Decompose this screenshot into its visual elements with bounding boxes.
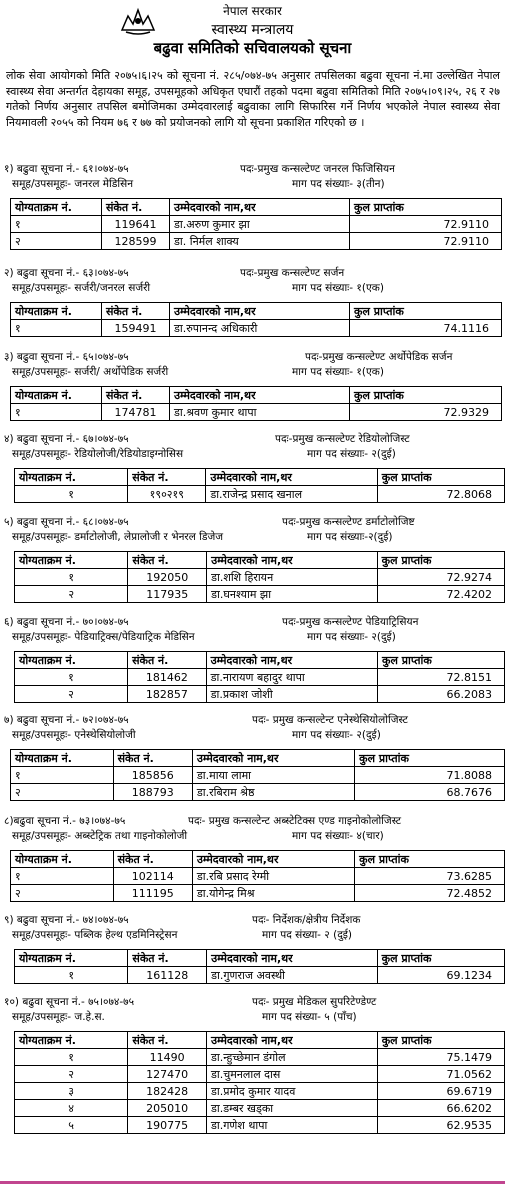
cell-rank: २: [11, 784, 114, 801]
column-header: उम्मेदवारको नाम,थर: [206, 469, 377, 486]
table-header-row: [15, 552, 505, 569]
cell-name: डा.चुमनलाल दास: [207, 1066, 378, 1083]
post-title: पदः- प्रमुख कन्सल्टेन्ट एनेस्थेसियोलोजिस्ट: [252, 714, 408, 726]
column-header: संकेत नं.: [128, 552, 207, 569]
cell-rank: २: [11, 233, 102, 250]
column-header: योग्यताक्रम नं.: [11, 199, 102, 216]
cell-name: डा.घनश्याम झा: [207, 586, 378, 603]
group-subgroup: समूह/उपसमूहः- ज.हे.स.: [12, 1011, 105, 1023]
cell-code: 11490: [128, 1049, 207, 1066]
column-header: उम्मेदवारको नाम,थर: [207, 552, 378, 569]
demand-count: माग पद संख्याः- २(दुई): [307, 631, 396, 643]
bottom-divider: [0, 1181, 505, 1184]
group-subgroup: समूह/उपसमूहः- जनरल मेडिसिन: [12, 178, 134, 190]
notice-number: ३) बढुवा सूचना नं.- ६५।०७४-७५: [4, 351, 129, 363]
group-subgroup: समूह/उपसमूहः- एनेस्थेसियोलोजी: [12, 729, 136, 741]
cell-rank: १: [15, 486, 128, 503]
cell-score: 72.9110: [350, 216, 502, 233]
group-subgroup: समूह/उपसमूहः- पेडियाट्रिक्स/पेडियाट्रिक मेडिसिन: [12, 631, 195, 643]
table-header-row: [11, 387, 502, 404]
column-header: उम्मेदवारको नाम,थर: [170, 199, 350, 216]
cell-score: 72.8068: [377, 486, 504, 503]
table-row: [11, 216, 502, 233]
cell-score: 71.0562: [377, 1066, 504, 1083]
column-header: उम्मेदवारको नाम,थर: [192, 851, 354, 868]
column-header: कुल प्राप्तांक: [377, 1032, 504, 1049]
cell-rank: ३: [15, 1083, 128, 1100]
column-header: योग्यताक्रम नं.: [11, 303, 102, 320]
cell-score: 71.8088: [355, 767, 505, 784]
cell-code: 192050: [128, 569, 207, 586]
cell-code: 161128: [128, 967, 207, 984]
cell-rank: १: [15, 1049, 128, 1066]
post-title: पदः-प्रमुख कन्सल्टेण्ट रेडियोलोजिस्ट: [275, 433, 410, 445]
cell-score: 72.4852: [355, 885, 505, 902]
post-title: पदः-प्रमुख कन्सल्टेण्ट अर्थोपेडिक सर्जन: [305, 351, 453, 363]
column-header: उम्मेदवारको नाम,थर: [192, 750, 354, 767]
table-row: [11, 320, 502, 337]
post-title: पदः-प्रमुख कन्सल्टेण्ट सर्जन: [240, 267, 345, 279]
table-row: [15, 1083, 505, 1100]
table-row: [15, 586, 505, 603]
cell-score: 66.6202: [377, 1100, 504, 1117]
column-header: कुल प्राप्तांक: [378, 652, 505, 669]
cell-code: 128599: [102, 233, 170, 250]
cell-name: डा.श्रवण कुमार थापा: [170, 404, 350, 421]
column-header: संकेत नं.: [128, 652, 207, 669]
column-header: योग्यताक्रम नं.: [15, 552, 128, 569]
column-header: संकेत नं.: [102, 303, 170, 320]
cell-code: 119641: [102, 216, 170, 233]
demand-count: माग पद संख्या- ५ (पाँच): [262, 1011, 357, 1023]
table-row: [15, 1117, 505, 1134]
cell-name: डा.योगेन्द्र मिश्र: [192, 885, 354, 902]
cell-rank: १: [15, 569, 128, 586]
column-header: कुल प्राप्तांक: [355, 750, 505, 767]
column-header: कुल प्राप्तांक: [377, 552, 504, 569]
cell-name: डा.प्रकाश जोशी: [206, 686, 377, 703]
candidate-table: [10, 850, 505, 902]
group-subgroup: समूह/उपसमूहः- रेडियोलोजी/रेडियोडाइग्नोसिस: [12, 448, 184, 460]
cell-code: 182428: [128, 1083, 207, 1100]
cell-rank: ४: [15, 1100, 128, 1117]
cell-code: 182857: [128, 686, 207, 703]
notice-number: ४) बढुवा सूचना नं.- ६७।०७४-७५: [4, 433, 129, 445]
notice-number: २) बढुवा सूचना नं.- ६३।०७४-७५: [4, 267, 129, 279]
cell-name: डा.न्हुच्छेमान डंगोल: [207, 1049, 378, 1066]
post-title: पदः-प्रमुख कन्सल्टेण्ट डर्माटोलोजिष्ट: [282, 516, 415, 528]
column-header: संकेत नं.: [128, 469, 206, 486]
notice-number: ६) बढुवा सूचना नं.- ७०।०७४-७५: [4, 616, 129, 628]
demand-count: माग पद संख्याः- १(एक): [292, 282, 384, 294]
demand-count: माग पद संख्याः- २(दुई): [307, 448, 396, 460]
cell-name: डा.माया लामा: [192, 767, 354, 784]
column-header: संकेत नं.: [113, 750, 192, 767]
column-header: योग्यताक्रम नं.: [15, 950, 128, 967]
demand-count: माग पद संख्याः- १(एक): [292, 366, 384, 378]
cell-name: डा.शशि हिरायन: [207, 569, 378, 586]
column-header: योग्यताक्रम नं.: [11, 851, 114, 868]
table-row: [15, 569, 505, 586]
table-row: [11, 233, 502, 250]
table-row: [11, 868, 505, 885]
demand-count: माग पद संख्याः- ३(तीन): [292, 178, 385, 190]
cell-rank: २: [15, 1066, 128, 1083]
cell-name: डा.अरुण कुमार झा: [170, 216, 350, 233]
group-subgroup: समूह/उपसमूहः- सर्जरी/ अर्थोपेडिक सर्जरी: [12, 366, 169, 378]
column-header: योग्यताक्रम नं.: [15, 469, 128, 486]
notice-number: १०) बढुवा सूचना नं.- ७५।०७४-७५: [4, 996, 135, 1008]
cell-code: १९०२१९: [128, 486, 206, 503]
table-header-row: [15, 950, 505, 967]
cell-code: 205010: [128, 1100, 207, 1117]
notice-number: ८)बढुवा सूचना नं.- ७३।०७४-७५: [4, 815, 126, 827]
table-row: [15, 1049, 505, 1066]
column-header: कुल प्राप्तांक: [355, 851, 505, 868]
post-title: पदः- प्रमुख मेडिकल सुपरिटेण्डेण्ट: [252, 996, 377, 1008]
table-row: [11, 885, 505, 902]
cell-name: डा.रुपानन्द अधिकारी: [170, 320, 350, 337]
cell-code: 127470: [128, 1066, 207, 1083]
candidate-table: [10, 749, 505, 801]
candidate-table: [14, 949, 505, 984]
cell-name: डा.गुणराज अवस्थी: [207, 967, 378, 984]
cell-score: 75.1479: [377, 1049, 504, 1066]
cell-code: 102114: [113, 868, 192, 885]
cell-name: डा.राजेन्द्र प्रसाद खनाल: [206, 486, 377, 503]
cell-code: 159491: [102, 320, 170, 337]
cell-name: डा.नारायण बहादुर थापा: [206, 669, 377, 686]
notice-number: ९) बढुवा सूचना नं.- ७४।०७४-७५: [4, 914, 129, 926]
cell-name: डा.रबिराम श्रेष्ठ: [192, 784, 354, 801]
ministry-name: स्वास्थ्य मन्त्रालय: [211, 22, 294, 38]
column-header: उम्मेदवारको नाम,थर: [206, 652, 377, 669]
demand-count: माग पद संख्या- २ (दुई): [262, 929, 353, 941]
table-header-row: [11, 750, 505, 767]
cell-code: 188793: [113, 784, 192, 801]
table-row: [15, 686, 505, 703]
candidate-table: [14, 1031, 505, 1134]
cell-score: 72.9274: [377, 569, 504, 586]
notice-number: ५) बढुवा सूचना नं.- ६८।०७४-७५: [4, 516, 129, 528]
table-header-row: [15, 652, 505, 669]
cell-score: 62.9535: [377, 1117, 504, 1134]
cell-score: 72.8151: [378, 669, 505, 686]
org-name: नेपाल सरकार: [223, 4, 282, 18]
demand-count: माग पद संख्याः- ४(चार): [292, 830, 384, 842]
cell-name: डा.प्रमोद कुमार यादव: [207, 1083, 378, 1100]
cell-rank: २: [15, 586, 128, 603]
cell-score: 66.2083: [378, 686, 505, 703]
cell-score: 72.9329: [350, 404, 502, 421]
group-subgroup: समूह/उपसमूहः- सर्जरी/जनरल सर्जरी: [12, 282, 151, 294]
cell-code: 181462: [128, 669, 207, 686]
cell-score: 73.6285: [355, 868, 505, 885]
cell-rank: ५: [15, 1117, 128, 1134]
table-row: [15, 967, 505, 984]
table-header-row: [11, 199, 502, 216]
table-row: [15, 669, 505, 686]
column-header: संकेत नं.: [128, 950, 207, 967]
notice-title: बढुवा समितिको सचिवालयको सूचना: [153, 39, 352, 57]
post-title: पदः-प्रमुख कन्सल्टेण्ट जनरल फिजिसियन: [240, 163, 395, 175]
cell-score: 69.1234: [377, 967, 504, 984]
column-header: उम्मेदवारको नाम,थर: [170, 303, 350, 320]
column-header: कुल प्राप्तांक: [350, 199, 502, 216]
column-header: संकेत नं.: [102, 199, 170, 216]
table-row: [11, 404, 502, 421]
group-subgroup: समूह/उपसमूहः- डर्माटोलोजी, लेप्रालोजी र भेनरल डिजेज: [12, 531, 224, 543]
column-header: योग्यताक्रम नं.: [15, 1032, 128, 1049]
candidate-table: [10, 386, 502, 421]
table-header-row: [11, 303, 502, 320]
column-header: कुल प्राप्तांक: [377, 469, 504, 486]
cell-score: 69.6719: [377, 1083, 504, 1100]
cell-name: डा. निर्मल शाक्य: [170, 233, 350, 250]
column-header: उम्मेदवारको नाम,थर: [207, 950, 378, 967]
cell-rank: १: [11, 868, 114, 885]
table-row: [11, 767, 505, 784]
table-header-row: [15, 1032, 505, 1049]
cell-rank: २: [11, 885, 114, 902]
cell-rank: २: [15, 686, 128, 703]
cell-code: 190775: [128, 1117, 207, 1134]
post-title: पदः-प्रमुख कन्सल्टेण्ट पेडियाट्रिसियन: [282, 616, 419, 628]
cell-score: 68.7676: [355, 784, 505, 801]
column-header: कुल प्राप्तांक: [350, 303, 502, 320]
candidate-table: [10, 302, 502, 337]
group-subgroup: समूह/उपसमूहः- पब्लिक हेल्थ एडमिनिस्ट्रेसन: [12, 929, 178, 941]
post-title: पदः- निर्देशक/क्षेत्रीय निर्देशक: [252, 914, 361, 926]
column-header: संकेत नं.: [128, 1032, 207, 1049]
notice-number: ७) बढुवा सूचना नं.- ७२।०७४-७५: [4, 714, 129, 726]
column-header: कुल प्राप्तांक: [350, 387, 502, 404]
cell-code: 174781: [102, 404, 170, 421]
cell-score: 72.9110: [350, 233, 502, 250]
cell-rank: १: [15, 669, 128, 686]
column-header: कुल प्राप्तांक: [377, 950, 504, 967]
post-title: पदः- प्रमुख कन्सल्टेन्ट अब्स्टेटिक्स एण्ड गाइनोकोलोजिस्ट: [188, 815, 402, 827]
cell-code: 111195: [113, 885, 192, 902]
demand-count: माग पद संख्याः-२(दुई): [307, 531, 393, 543]
cell-name: डा.रबि प्रसाद रेग्मी: [192, 868, 354, 885]
group-subgroup: समूह/उपसमूहः- अब्स्टेट्रिक तथा गाइनोकोलोजी: [12, 830, 188, 842]
table-row: [11, 784, 505, 801]
demand-count: माग पद संख्याः- २(दुई): [292, 729, 381, 741]
table-row: [15, 486, 505, 503]
cell-code: 117935: [128, 586, 207, 603]
notice-number: १) बढुवा सूचना नं.- ६१।०७४-७५: [4, 163, 129, 175]
candidate-table: [14, 651, 505, 703]
candidate-table: [14, 468, 505, 503]
cell-code: 185856: [113, 767, 192, 784]
table-header-row: [11, 851, 505, 868]
table-header-row: [15, 469, 505, 486]
column-header: संकेत नं.: [113, 851, 192, 868]
cell-rank: १: [11, 320, 102, 337]
column-header: योग्यताक्रम नं.: [15, 652, 128, 669]
cell-name: डा.गणेश थापा: [207, 1117, 378, 1134]
candidate-table: [14, 551, 505, 603]
column-header: उम्मेदवारको नाम,थर: [207, 1032, 378, 1049]
cell-name: डा.डम्बर खड्का: [207, 1100, 378, 1117]
cell-rank: १: [11, 216, 102, 233]
column-header: योग्यताक्रम नं.: [11, 750, 114, 767]
cell-rank: १: [11, 404, 102, 421]
intro-paragraph: लोक सेवा आयोगको मिति २०७५।६।२५ को सूचना नं. २८५/०७४-७५ अनुसार तपसिलका बढुवा सूचना नं.मा उल्लेखित नेपाल स्वास्थ्य सेवा अन्तर्गत देहायका समूह, उपसमूहको अधिकृत एघारौं तहको पदमा बढुवा समितिको मिति २०७५।०९।२५, २६ र २७ गतेको निर्णय अनुसार तपसिल बमोजिमका उम्मेदवारलाई बढुवाका लागि सिफारिस गर्ने निर्णय भएकोले नेपाल स्वास्थ्य सेवा नियमावली २०५५ को नियम ७६ र ७७ को प्रयोजनको लागि यो सूचना प्रकाशित गरिएको छ ।: [6, 69, 500, 129]
cell-score: 74.1116: [350, 320, 502, 337]
column-header: योग्यताक्रम नं.: [11, 387, 102, 404]
column-header: संकेत नं.: [102, 387, 170, 404]
cell-rank: १: [11, 767, 114, 784]
column-header: उम्मेदवारको नाम,थर: [170, 387, 350, 404]
candidate-table: [10, 198, 502, 250]
cell-rank: १: [15, 967, 128, 984]
table-row: [15, 1100, 505, 1117]
table-row: [15, 1066, 505, 1083]
cell-score: 72.4202: [377, 586, 504, 603]
